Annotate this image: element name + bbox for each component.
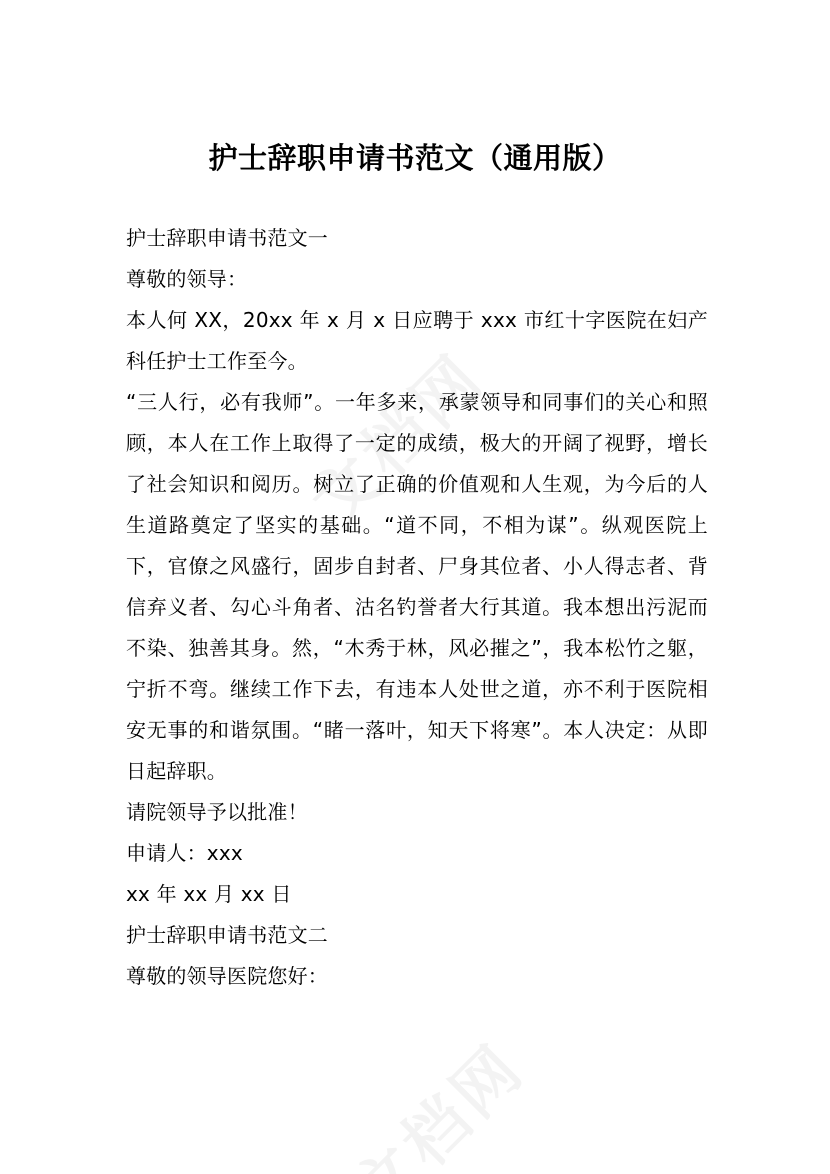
salutation: 尊敬的领导： (126, 267, 248, 291)
body-paragraph: 本人何 XX，20xx 年 x 月 x 日应聘于 xxx 市红十字医院在妇产科任护士工作至今。 (126, 308, 708, 373)
body-paragraph: “三人行，必有我师”。一年多来，承蒙领导和同事们的关心和照顾，本人在工作上取得了一定的成绩，极大的开阔了视野，增长了社会知识和阅历。树立了正确的价值观和人生观，为今后的人生道路奠定了坚实的基础。“道不同，不相为谋”。纵观医院上下，官僚之风盛行，固步自封者、尸身其位者、小人得志者、背信弃义者、勾心斗角者、沽名钓誉者大行其道。我本想出污泥而不染、独善其身。然，“木秀于林，风必摧之”，我本松竹之躯，宁折不弯。继续工作下去，有违本人处世之道，亦不利于医院相安无事的和谐氛围。“睹一落叶，知天下将寒”。本人决定：从即日起辞职。 (126, 390, 708, 783)
request-line: 请院领导予以批准！ (126, 800, 308, 824)
salutation: 尊敬的领导医院您好： (126, 964, 328, 988)
document-body (126, 218, 708, 997)
section-heading: 护士辞职申请书范文二 (126, 923, 328, 947)
document-title: 护士辞职申请书范文（通用版） (208, 141, 622, 175)
section-heading: 护士辞职申请书范文一 (126, 226, 328, 250)
watermark (328, 1019, 542, 1174)
applicant-line: 申请人：xxx (126, 841, 243, 865)
date-line: xx 年 xx 月 xx 日 (126, 882, 292, 906)
